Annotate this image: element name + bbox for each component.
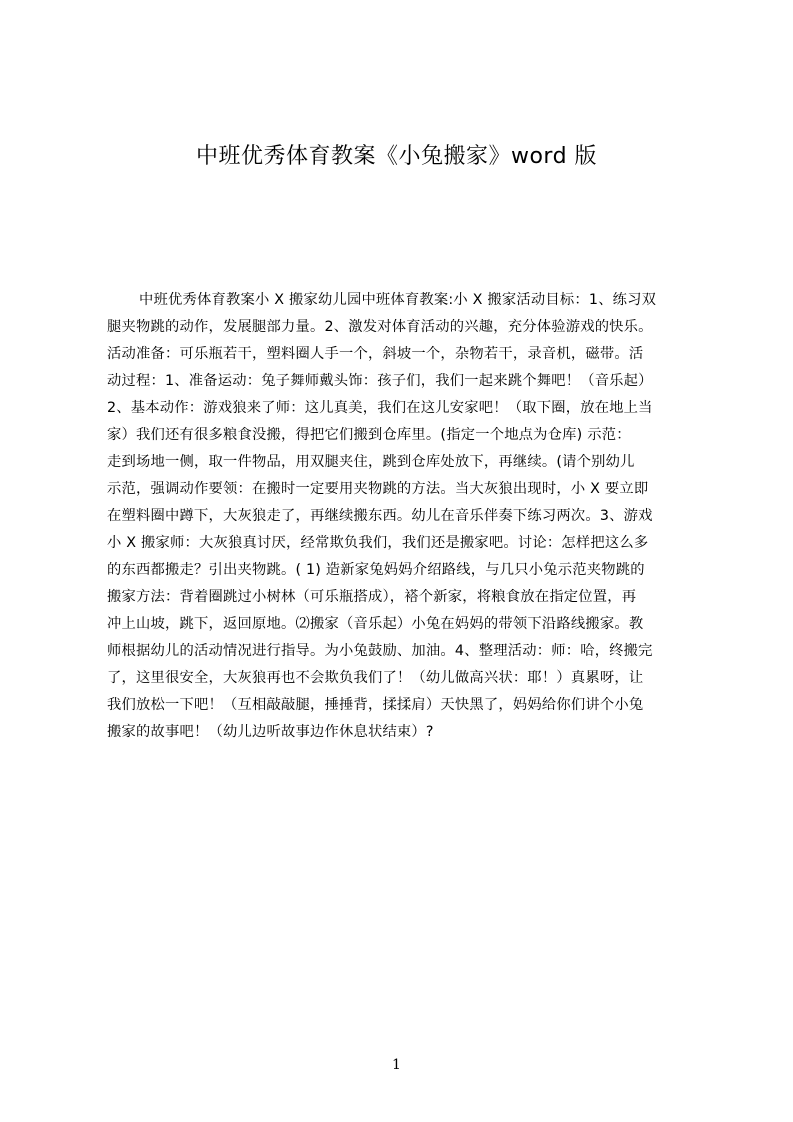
paragraph-line: 师根据幼儿的活动情况进行指导。为小兔鼓励、加油。4、整理活动：师：哈，终搬完 <box>107 643 653 659</box>
paragraph-line: 中班优秀体育教案小 X 搬家幼儿园中班体育教案:小 X 搬家活动目标：1、练习双 <box>139 292 657 308</box>
document-title: 中班优秀体育教案《小兔搬家》word 版 <box>195 144 598 169</box>
paragraph-line: 示范，强调动作要领：在搬时一定要用夹物跳的方法。当大灰狼出现时，小 X 要立即 <box>107 481 649 497</box>
paragraph-line: 腿夹物跳的动作，发展腿部力量。2、激发对体育活动的兴趣，充分体验游戏的快乐。 <box>107 319 653 335</box>
paragraph-line: 活动准备：可乐瓶若干，塑料圈人手一个，斜坡一个，杂物若干，录音机，磁带。活 <box>107 346 644 362</box>
paragraph-line: 搬家的故事吧！（幼儿边听故事边作休息状结束）? <box>107 724 434 740</box>
paragraph-line: 在塑料圈中蹲下，大灰狼走了，再继续搬东西。幼儿在音乐伴奏下练习两次。3、游戏 <box>107 508 653 524</box>
paragraph-line: 搬家方法：背着圈跳过小树林（可乐瓶搭成），褡个新家，将粮食放在指定位置，再 <box>107 589 637 605</box>
paragraph-line: 我们放松一下吧！（互相敲敲腿，捶捶背，揉揉肩）天快黑了，妈妈给你们讲个小兔 <box>107 697 644 713</box>
paragraph-line: 家）我们还有很多粮食没搬，得把它们搬到仓库里。(指定一个地点为仓库) 示范： <box>107 427 631 443</box>
paragraph-line: 动过程：1、准备运动：兔子舞师戴头饰：孩子们，我们一起来跳个舞吧！（音乐起） <box>107 373 653 389</box>
paragraph-line: 冲上山坡，跳下，返回原地。⑵搬家（音乐起）小兔在妈妈的带领下沿路线搬家。教 <box>107 616 644 632</box>
page-number: 1 <box>392 1057 401 1073</box>
paragraph-line: 的东西都搬走？引出夹物跳。( 1) 造新家兔妈妈介绍路线，与几只小兔示范夹物跳的 <box>107 562 645 578</box>
body-paragraph <box>107 287 698 747</box>
paragraph-line: 走到场地一侧，取一件物品，用双腿夹住，跳到仓库处放下，再继续。(请个别幼儿 <box>107 454 635 470</box>
paragraph-line: 了，这里很安全，大灰狼再也不会欺负我们了！（幼儿做高兴状：耶！）真累呀，让 <box>107 670 644 686</box>
paragraph-line: 小 X 搬家师：大灰狼真讨厌，经常欺负我们，我们还是搬家吧。讨论：怎样把这么多 <box>107 535 649 551</box>
paragraph-line: 2、基本动作：游戏狼来了师：这儿真美，我们在这儿安家吧！（取下圈，放在地上当 <box>107 400 653 416</box>
